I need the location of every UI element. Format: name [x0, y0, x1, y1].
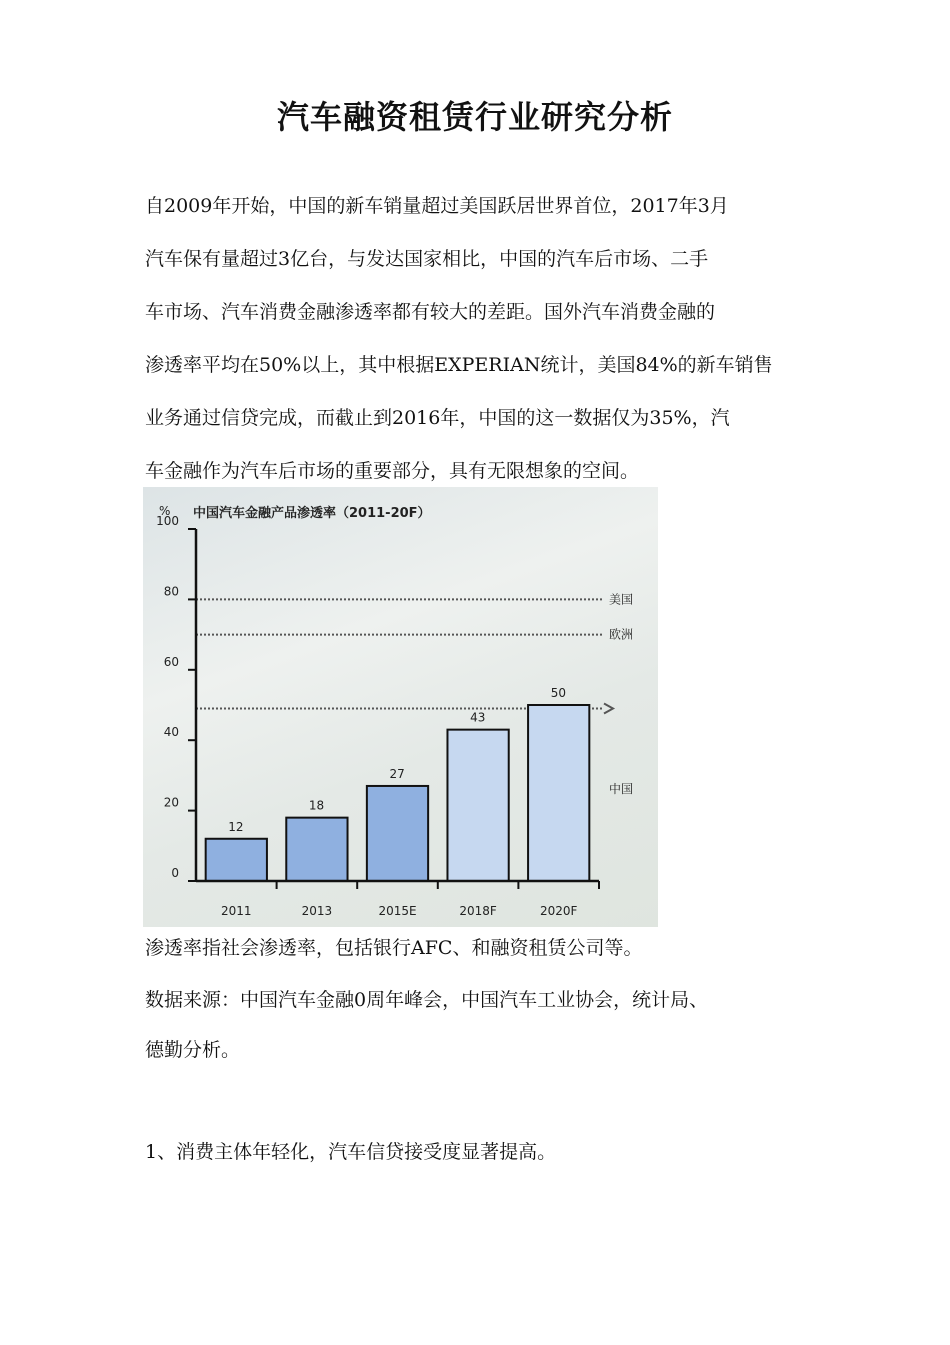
section-heading: 1、消费主体年轻化，汽车信贷接受度显著提高。	[145, 1141, 557, 1163]
x-tick-label: 2013	[301, 904, 333, 918]
y-tick-label: 60	[163, 654, 179, 669]
arrow-icon	[604, 704, 613, 714]
chart-caption: 渗透率指社会渗透率，包括银行AFC、和融资租赁公司等。	[145, 937, 643, 959]
bar	[528, 705, 589, 881]
reference-line-label: 中国	[609, 782, 634, 796]
y-tick-label: 20	[163, 795, 179, 810]
intro-line: 车市场、汽车消费金融渗透率都有较大的差距。国外汽车消费金融的	[145, 301, 716, 323]
bar-value-label: 12	[228, 819, 244, 834]
document-title: 汽车融资租赁行业研究分析	[276, 98, 673, 136]
penetration-chart-figure	[143, 487, 658, 927]
x-tick-label: 2018F	[459, 904, 497, 918]
bar-value-label: 27	[389, 766, 405, 781]
intro-line: 车金融作为汽车后市场的重要部分，具有无限想象的空间。	[145, 460, 640, 482]
reference-line-label: 欧洲	[609, 627, 634, 642]
bar-value-label: 43	[470, 710, 486, 725]
intro-line: 业务通过信贷完成，而截止到2016年，中国的这一数据仅为35%，汽	[145, 407, 730, 429]
intro-line: 渗透率平均在50%以上，其中根据EXPERIAN统计，美国84%的新车销售	[145, 354, 773, 376]
bar-value-label: 18	[308, 798, 325, 813]
y-tick-label: 40	[163, 725, 179, 740]
x-tick-label: 2020F	[539, 904, 578, 918]
intro-line: 汽车保有量超过3亿台，与发达国家相比，中国的汽车后市场、二手	[145, 248, 709, 270]
bar	[206, 839, 267, 881]
penetration-chart	[143, 487, 658, 927]
intro-paragraph	[145, 180, 825, 498]
source-line: 德勤分析。	[145, 1039, 241, 1061]
y-axis-unit: %	[159, 504, 171, 518]
y-tick-label: 0	[171, 866, 179, 880]
bar	[286, 818, 347, 881]
bar	[447, 730, 508, 881]
x-tick-label: 2015E	[378, 904, 417, 918]
chart-title: 中国汽车金融产品渗透率（2011-20F）	[193, 506, 431, 521]
x-tick-label: 2011	[221, 904, 252, 918]
reference-line-label: 美国	[609, 592, 634, 607]
y-tick-label: 100	[156, 514, 179, 528]
y-tick-label: 80	[163, 584, 179, 599]
bar-value-label: 50	[550, 686, 566, 700]
bar	[367, 786, 428, 881]
source-line: 数据来源：中国汽车金融0周年峰会，中国汽车工业协会，统计局、	[145, 989, 709, 1011]
intro-line: 自2009年开始，中国的新车销量超过美国跃居世界首位，2017年3月	[145, 195, 729, 217]
